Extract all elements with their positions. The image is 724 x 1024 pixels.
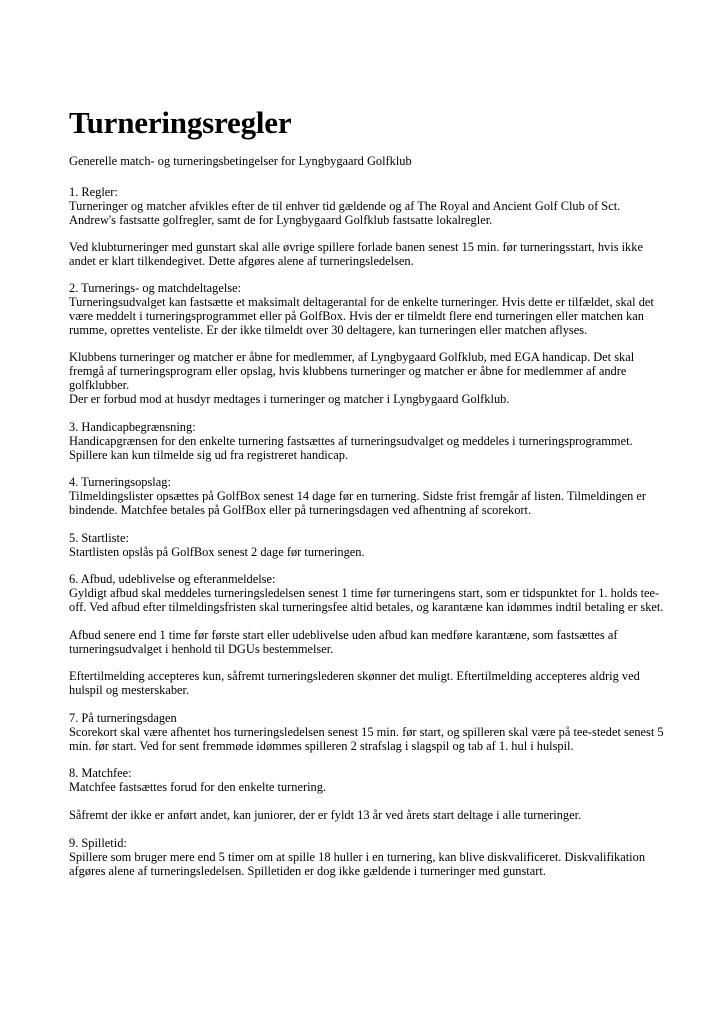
paragraph-line: Gyldigt afbud skal meddeles turneringsledelsen senest 1 time før turneringens start, som er tidspunktet for 1. holds tee- — [69, 586, 660, 600]
paragraph-line: rumme, oprettes venteliste. Er der ikke tilmeldt over 30 deltagere, kan turneringen eller matchen aflyses. — [69, 323, 588, 337]
paragraph-line: bindende. Matchfee betales på GolfBox eller på turneringsdagen ved afhentning af scorekort. — [69, 503, 532, 517]
paragraph-line: være meddelt i turneringsprogrammet eller på GolfBox. Hvis der er tilmeldt flere end turneringen eller matchen kan — [69, 309, 644, 323]
paragraph-line: Handicapgrænsen for den enkelte turnering fastsættes af turneringsudvalget og meddeles i turneringsprogrammet. — [69, 434, 633, 448]
paragraph-line: min. før start. Ved for sent fremmøde idømmes spilleren 2 strafslag i slagspil og tab af 1. hul i hulspil. — [69, 739, 574, 753]
section-heading-regler: 1. Regler: — [69, 185, 118, 199]
paragraph-line: Klubbens turneringer og matcher er åbne for medlemmer, af Lyngbygaard Golfklub, med EGA handicap. Det skal — [69, 350, 635, 364]
paragraph-line: Scorekort skal være afhentet hos turneringsledelsen senest 15 min. før start, og spilleren skal være på tee-stedet senest 5 — [69, 725, 664, 739]
section-heading-opslag: 4. Turneringsopslag: — [69, 475, 171, 489]
section-heading-afbud: 6. Afbud, udeblivelse og efteranmeldelse: — [69, 572, 276, 586]
paragraph-line: fremgå af turneringsprogram eller opslag, hvis klubbens turneringer og matcher er åbne for medlemmer af andre — [69, 364, 627, 378]
paragraph-line: Ved klubturneringer med gunstart skal alle øvrige spillere forlade banen senest 15 min. før turneringsstart, hvis ikke — [69, 240, 643, 254]
section-heading-handicap: 3. Handicapbegrænsning: — [69, 420, 196, 434]
paragraph-line: afgøres alene af turneringsledelsen. Spilletiden er dog ikke gældende i turneringer med gunstart. — [69, 864, 546, 878]
paragraph-line: andet er klart tilkendegivet. Dette afgøres alene af turneringsledelsen. — [69, 254, 414, 268]
paragraph-line: off. Ved afbud efter tilmeldingsfristen skal turneringsfee altid betales, og karantæne kan idømmes indtil betaling er sket. — [69, 600, 664, 614]
paragraph-line: Spillere kan kun tilmelde sig ud fra registreret handicap. — [69, 448, 349, 462]
section-heading-startliste: 5. Startliste: — [69, 531, 129, 545]
paragraph-line: Eftertilmelding accepteres kun, såfremt turneringslederen skønner det muligt. Eftertilmelding accepteres aldrig ved — [69, 669, 640, 683]
paragraph-line: Turneringsudvalget kan fastsætte et maksimalt deltagerantal for de enkelte turneringer. Hvis dette er tilfældet, skal det — [69, 295, 654, 309]
page-title: Turneringsregler — [69, 105, 292, 140]
paragraph-line: Startlisten opslås på GolfBox senest 2 dage før turneringen. — [69, 545, 365, 559]
section-heading-turneringsdagen: 7. På turneringsdagen — [69, 711, 177, 725]
paragraph-line: Såfremt der ikke er anført andet, kan juniorer, der er fyldt 13 år ved årets start deltage i alle turneringer. — [69, 808, 582, 822]
paragraph-line: golfklubber. — [69, 378, 130, 392]
paragraph-line: hulspil og mesterskaber. — [69, 683, 190, 697]
paragraph-line: Der er forbud mod at husdyr medtages i turneringer og matcher i Lyngbygaard Golfklub. — [69, 392, 510, 406]
section-heading-matchfee: 8. Matchfee: — [69, 766, 132, 780]
paragraph-line: Spillere som bruger mere end 5 timer om at spille 18 huller i en turnering, kan blive diskvalificeret. Diskvalifikation — [69, 850, 646, 864]
section-heading-deltagelse: 2. Turnerings- og matchdeltagelse: — [69, 281, 242, 295]
paragraph-line: Turneringer og matcher afvikles efter de til enhver tid gældende og af The Royal and Ancient Golf Club of Sct. — [69, 199, 621, 213]
paragraph-line: turneringsudvalget i henhold til DGUs bestemmelser. — [69, 642, 334, 656]
section-heading-spilletid: 9. Spilletid: — [69, 836, 127, 850]
paragraph-line: Tilmeldingslister opsættes på GolfBox senest 14 dage før en turnering. Sidste frist fremgår af listen. Tilmeldingen er — [69, 489, 647, 503]
document-subtitle: Generelle match- og turneringsbetingelser for Lyngbygaard Golfklub — [69, 154, 412, 168]
paragraph-line: Afbud senere end 1 time før første start eller udeblivelse uden afbud kan medføre karantæne, som fastsættes af — [69, 628, 618, 642]
paragraph-line: Matchfee fastsættes forud for den enkelte turnering. — [69, 780, 327, 794]
paragraph-line: Andrew's fastsatte golfregler, samt de for Lyngbygaard Golfklub fastsatte lokalregler. — [69, 213, 493, 227]
